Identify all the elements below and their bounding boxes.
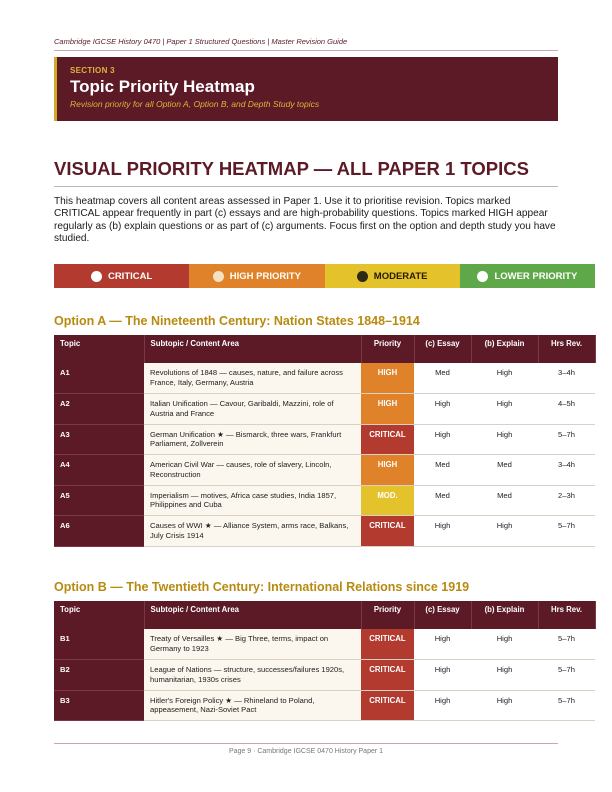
topic-code: B2	[54, 660, 144, 691]
essay-rating: Med	[414, 363, 471, 394]
column-header: (b) Explain	[471, 601, 538, 629]
column-header: Hrs Rev.	[538, 335, 595, 363]
topic-code: A3	[54, 424, 144, 455]
subtopic-cell: Causes of WWI ★ — Alliance System, arms race, Balkans, July Crisis 1914	[144, 516, 361, 547]
table-row	[54, 660, 595, 691]
subtopic-cell: League of Nations — structure, successes/failures 1920s, humanitarian, 1930s crises	[144, 660, 361, 691]
essay-rating: Med	[414, 455, 471, 486]
essay-rating: High	[414, 516, 471, 547]
column-header: Topic	[54, 601, 144, 629]
subtopic-cell: Italian Unification — Cavour, Garibaldi, Mazzini, role of Austria and France	[144, 394, 361, 425]
page-title: VISUAL PRIORITY HEATMAP — ALL PAPER 1 TOPICS	[54, 158, 558, 187]
legend-dot-icon	[91, 271, 102, 282]
section-label: SECTION 3	[70, 66, 115, 75]
priority-badge: HIGH	[361, 455, 414, 486]
legend-item-moderate	[325, 264, 460, 288]
explain-rating: Med	[471, 485, 538, 516]
explain-rating: High	[471, 660, 538, 691]
revision-hours: 5–7h	[538, 516, 595, 547]
table-row	[54, 629, 595, 660]
priority-badge: CRITICAL	[361, 424, 414, 455]
explain-rating: High	[471, 690, 538, 721]
running-header: Cambridge IGCSE History 0470 | Paper 1 Structured Questions | Master Revision Guide	[54, 37, 558, 51]
option-b-heading: Option B — The Twentieth Century: International Relations since 1919	[54, 580, 470, 594]
section-banner	[54, 57, 558, 121]
option-b-table	[54, 601, 596, 721]
topic-code: A1	[54, 363, 144, 394]
revision-hours: 3–4h	[538, 455, 595, 486]
priority-badge: HIGH	[361, 394, 414, 425]
column-header: Subtopic / Content Area	[144, 335, 361, 363]
legend-label: CRITICAL	[107, 270, 153, 282]
table-row	[54, 394, 595, 425]
subtopic-cell: Treaty of Versailles ★ — Big Three, terms, impact on Germany to 1923	[144, 629, 361, 660]
legend-dot-icon	[477, 271, 488, 282]
essay-rating: High	[414, 660, 471, 691]
essay-rating: High	[414, 394, 471, 425]
priority-badge: CRITICAL	[361, 516, 414, 547]
legend-item-critical	[54, 264, 189, 288]
revision-hours: 5–7h	[538, 660, 595, 691]
table-row	[54, 455, 595, 486]
legend-dot-icon	[213, 271, 224, 282]
subtopic-cell: Hitler's Foreign Policy ★ — Rhineland to Poland, appeasement, Nazi-Soviet Pact	[144, 690, 361, 721]
legend-dot-icon	[357, 271, 368, 282]
legend-label: MODERATE	[373, 270, 428, 282]
intro-paragraph: This heatmap covers all content areas assessed in Paper 1. Use it to prioritise revision. Topics marked CRITICAL appear frequently in part (c) essays and are high-probability questions. Topics marked HIGH appear regularly as (b) explain questions or as part of (c) arguments. Focus first on the option and depth study you have studied.	[54, 196, 556, 245]
explain-rating: High	[471, 629, 538, 660]
priority-badge: CRITICAL	[361, 660, 414, 691]
column-header: Subtopic / Content Area	[144, 601, 361, 629]
subtopic-cell: Imperialism — motives, Africa case studies, India 1857, Philippines and Cuba	[144, 485, 361, 516]
option-a-table	[54, 335, 596, 547]
explain-rating: High	[471, 516, 538, 547]
priority-badge: CRITICAL	[361, 690, 414, 721]
explain-rating: High	[471, 363, 538, 394]
column-header: (b) Explain	[471, 335, 538, 363]
column-header: (c) Essay	[414, 335, 471, 363]
legend-item-lower	[460, 264, 595, 288]
table-header-row	[54, 601, 595, 629]
table-row	[54, 485, 595, 516]
revision-hours: 5–7h	[538, 690, 595, 721]
explain-rating: High	[471, 394, 538, 425]
section-title: Topic Priority Heatmap	[70, 77, 255, 96]
legend-item-high	[189, 264, 324, 288]
page-footer: Page 9 · Cambridge IGCSE 0470 History Paper 1	[228, 748, 384, 755]
revision-hours: 5–7h	[538, 424, 595, 455]
topic-code: B3	[54, 690, 144, 721]
subtopic-cell: German Unification ★ — Bismarck, three wars, Frankfurt Parliament, Zollverein	[144, 424, 361, 455]
revision-hours: 3–4h	[538, 363, 595, 394]
column-header: Priority	[361, 335, 414, 363]
essay-rating: Med	[414, 485, 471, 516]
subtopic-cell: American Civil War — causes, role of slavery, Lincoln, Reconstruction	[144, 455, 361, 486]
subtopic-cell: Revolutions of 1848 — causes, nature, and failure across France, Italy, Germany, Austria	[144, 363, 361, 394]
column-header: (c) Essay	[414, 601, 471, 629]
table-row	[54, 424, 595, 455]
topic-code: A6	[54, 516, 144, 547]
explain-rating: Med	[471, 455, 538, 486]
section-subtitle: Revision priority for all Option A, Option B, and Depth Study topics	[70, 99, 320, 109]
column-header: Hrs Rev.	[538, 601, 595, 629]
topic-code: B1	[54, 629, 144, 660]
priority-badge: CRITICAL	[361, 629, 414, 660]
topic-code: A4	[54, 455, 144, 486]
footer-rule	[54, 743, 558, 744]
priority-badge: MOD.	[361, 485, 414, 516]
table-row	[54, 690, 595, 721]
table-row	[54, 516, 595, 547]
option-a-heading: Option A — The Nineteenth Century: Nation States 1848–1914	[54, 314, 420, 328]
revision-hours: 4–5h	[538, 394, 595, 425]
table-row	[54, 363, 595, 394]
topic-code: A5	[54, 485, 144, 516]
priority-legend	[54, 264, 595, 288]
column-header: Priority	[361, 601, 414, 629]
legend-label: LOWER PRIORITY	[494, 270, 578, 282]
table-header-row	[54, 335, 595, 363]
topic-code: A2	[54, 394, 144, 425]
column-header: Topic	[54, 335, 144, 363]
legend-label: HIGH PRIORITY	[229, 270, 301, 282]
revision-hours: 2–3h	[538, 485, 595, 516]
essay-rating: High	[414, 690, 471, 721]
essay-rating: High	[414, 424, 471, 455]
priority-badge: HIGH	[361, 363, 414, 394]
revision-hours: 5–7h	[538, 629, 595, 660]
explain-rating: High	[471, 424, 538, 455]
essay-rating: High	[414, 629, 471, 660]
